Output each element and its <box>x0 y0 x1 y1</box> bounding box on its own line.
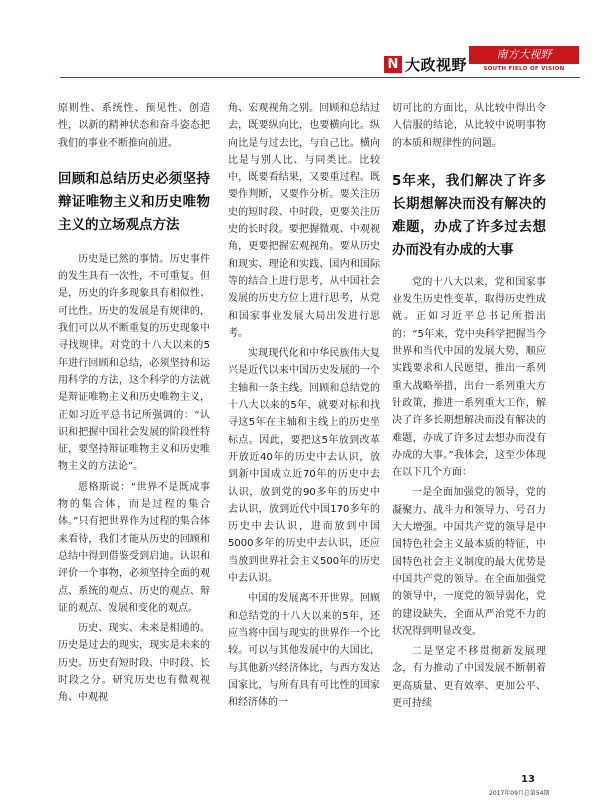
paragraph: 二是坚定不移贯彻新发展理念，有力推动了中国发展不断朝着更高质量、更有效率、更加公平、更可持续 <box>392 646 546 710</box>
section-heading: 回顾和总结历史必须坚持辩证唯物主义和历史唯物主义的立场观点方法 <box>58 170 210 233</box>
page-number: 13 <box>521 774 535 785</box>
section-title: 大政视野 <box>405 56 468 74</box>
paragraph: 历史、现实、未来是相通的。历史是过去的现实，现实是未来的历史。历史有短时段、中时段、长时段之分。研究历史也有微观视角、中观视 <box>58 623 210 704</box>
column-3 <box>392 100 546 712</box>
paragraph: 中国的发展离不开世界。回顾和总结党的十八大以来的5年，还应当将中国与现实的世界作一个比较。可以与其他发展中的大国比，与其他新兴经济体比，与西方发达国家比，与所有具有可比性的国家和经济体的一 <box>228 593 380 709</box>
column-1 <box>58 100 210 707</box>
paragraph: 恩格斯说：“世界不是既成事物的集合体，而是过程的集合体。”只有把世界作为过程的集合体来看待，我们才能从历史的回顾和总结中得到借鉴受到启迪。认识和评价一个事物，必须坚持全面的观点、系统的观点、历史的观点、辩证的观点、发展和变化的观点。 <box>58 481 210 614</box>
logo-mark: N <box>384 56 402 73</box>
paragraph: 角、宏观视角之别。回顾和总结过去，既要纵向比，也要横向比。纵向比是与过去比，与自己比。横向比是与别人比、与同类比。比较中，既要看结果，又要重过程。既要作判断，又要作分析。要关注历史的短时段、中时段，更要关注历史的长时段。要把握微观、中观视角，更要把握宏观视角。要从历史和现实、理论和实践、国内和国际等的结合上进行思考，从中国社会发展的历史方位上进行思考，从党和国家事业发展大局出发进行思考。 <box>228 103 380 339</box>
section-heading: 5年来，我们解决了许多长期想解决而没有解决的难题，办成了许多过去想办而没有办成的大事 <box>392 172 546 258</box>
paragraph: 一是全面加强党的领导，党的凝聚力、战斗力和领导力、号召力大大增强。中国共产党的领导是中国特色社会主义最本质的特征，中国特色社会主义制度的最大优势是中国共产党的领导。在全面加强党的领导中，一度党的领导弱化，党的建设缺失，全面从严治党不力的状况得到明显改变。 <box>392 487 546 637</box>
paragraph: 切可比的方面比，从比较中得出令人信服的结论，从比较中说明事物的本质和规律性的问题。 <box>392 103 546 149</box>
paragraph: 党的十八大以来，党和国家事业发生历史性变革，取得历史性成就。正如习近平总书记所指出的：“5年来，党中央科学把握当今世界和当代中国的发展大势，顺应实践要求和人民愿望，推出一系列重大战略举措，出台一系列重大方针政策，推进一系列重大工作，解决了许多长期想解决而没有解决的难题，办成了许多过去想办而没有办成的大事。”我体会，这至少体现在以下几个方面： <box>392 276 546 479</box>
column-2 <box>228 100 380 711</box>
magazine-brand <box>469 46 579 64</box>
page-header <box>0 0 596 90</box>
magazine-brand-cn: 南方大视野 <box>496 48 552 61</box>
header-divider <box>60 77 580 78</box>
paragraph: 实现现代化和中华民族伟大复兴是近代以来中国历史发展的一个主轴和一条主线。回顾和总结党的十八大以来的5年，就要对标和找寻这5年在主轴和主线上的历史坐标点。因此，要把这5年放到改革开放近40年的历史中去认识，放到新中国成立近70年的历史中去认识，放到党的90多年的历史中去认识，放到近代中国170多年的历史中去认识，进而放到中国5000多年的历史中去认识，还应当放到世界社会主义500年的历史中去认识。 <box>228 348 380 585</box>
paragraph: 原则性、系统性、预见性、创造性，以新的精神状态和奋斗姿态把我们的事业不断推向前进。 <box>58 103 210 149</box>
issue-info: 2017年09月总第54期 <box>489 790 550 797</box>
paragraph: 历史是已然的事情。历史事件的发生具有一次性，不可重复。但是，历史的许多现象具有相似性、可比性。历史的发展是有规律的，我们可以从不断重复的历史现象中寻找规律。对党的十八大以来的5年进行回顾和总结，必须坚持和运用科学的方法，这个科学的方法就是辩证唯物主义和历史唯物主义，正如习近平总书记所强调的：“认识和把握中国社会发展的阶段性特征，要坚持辩证唯物主义和历史唯物主义的方法论”。 <box>58 253 210 473</box>
magazine-brand-en: SOUTH FIELD OF VISION <box>483 66 565 72</box>
